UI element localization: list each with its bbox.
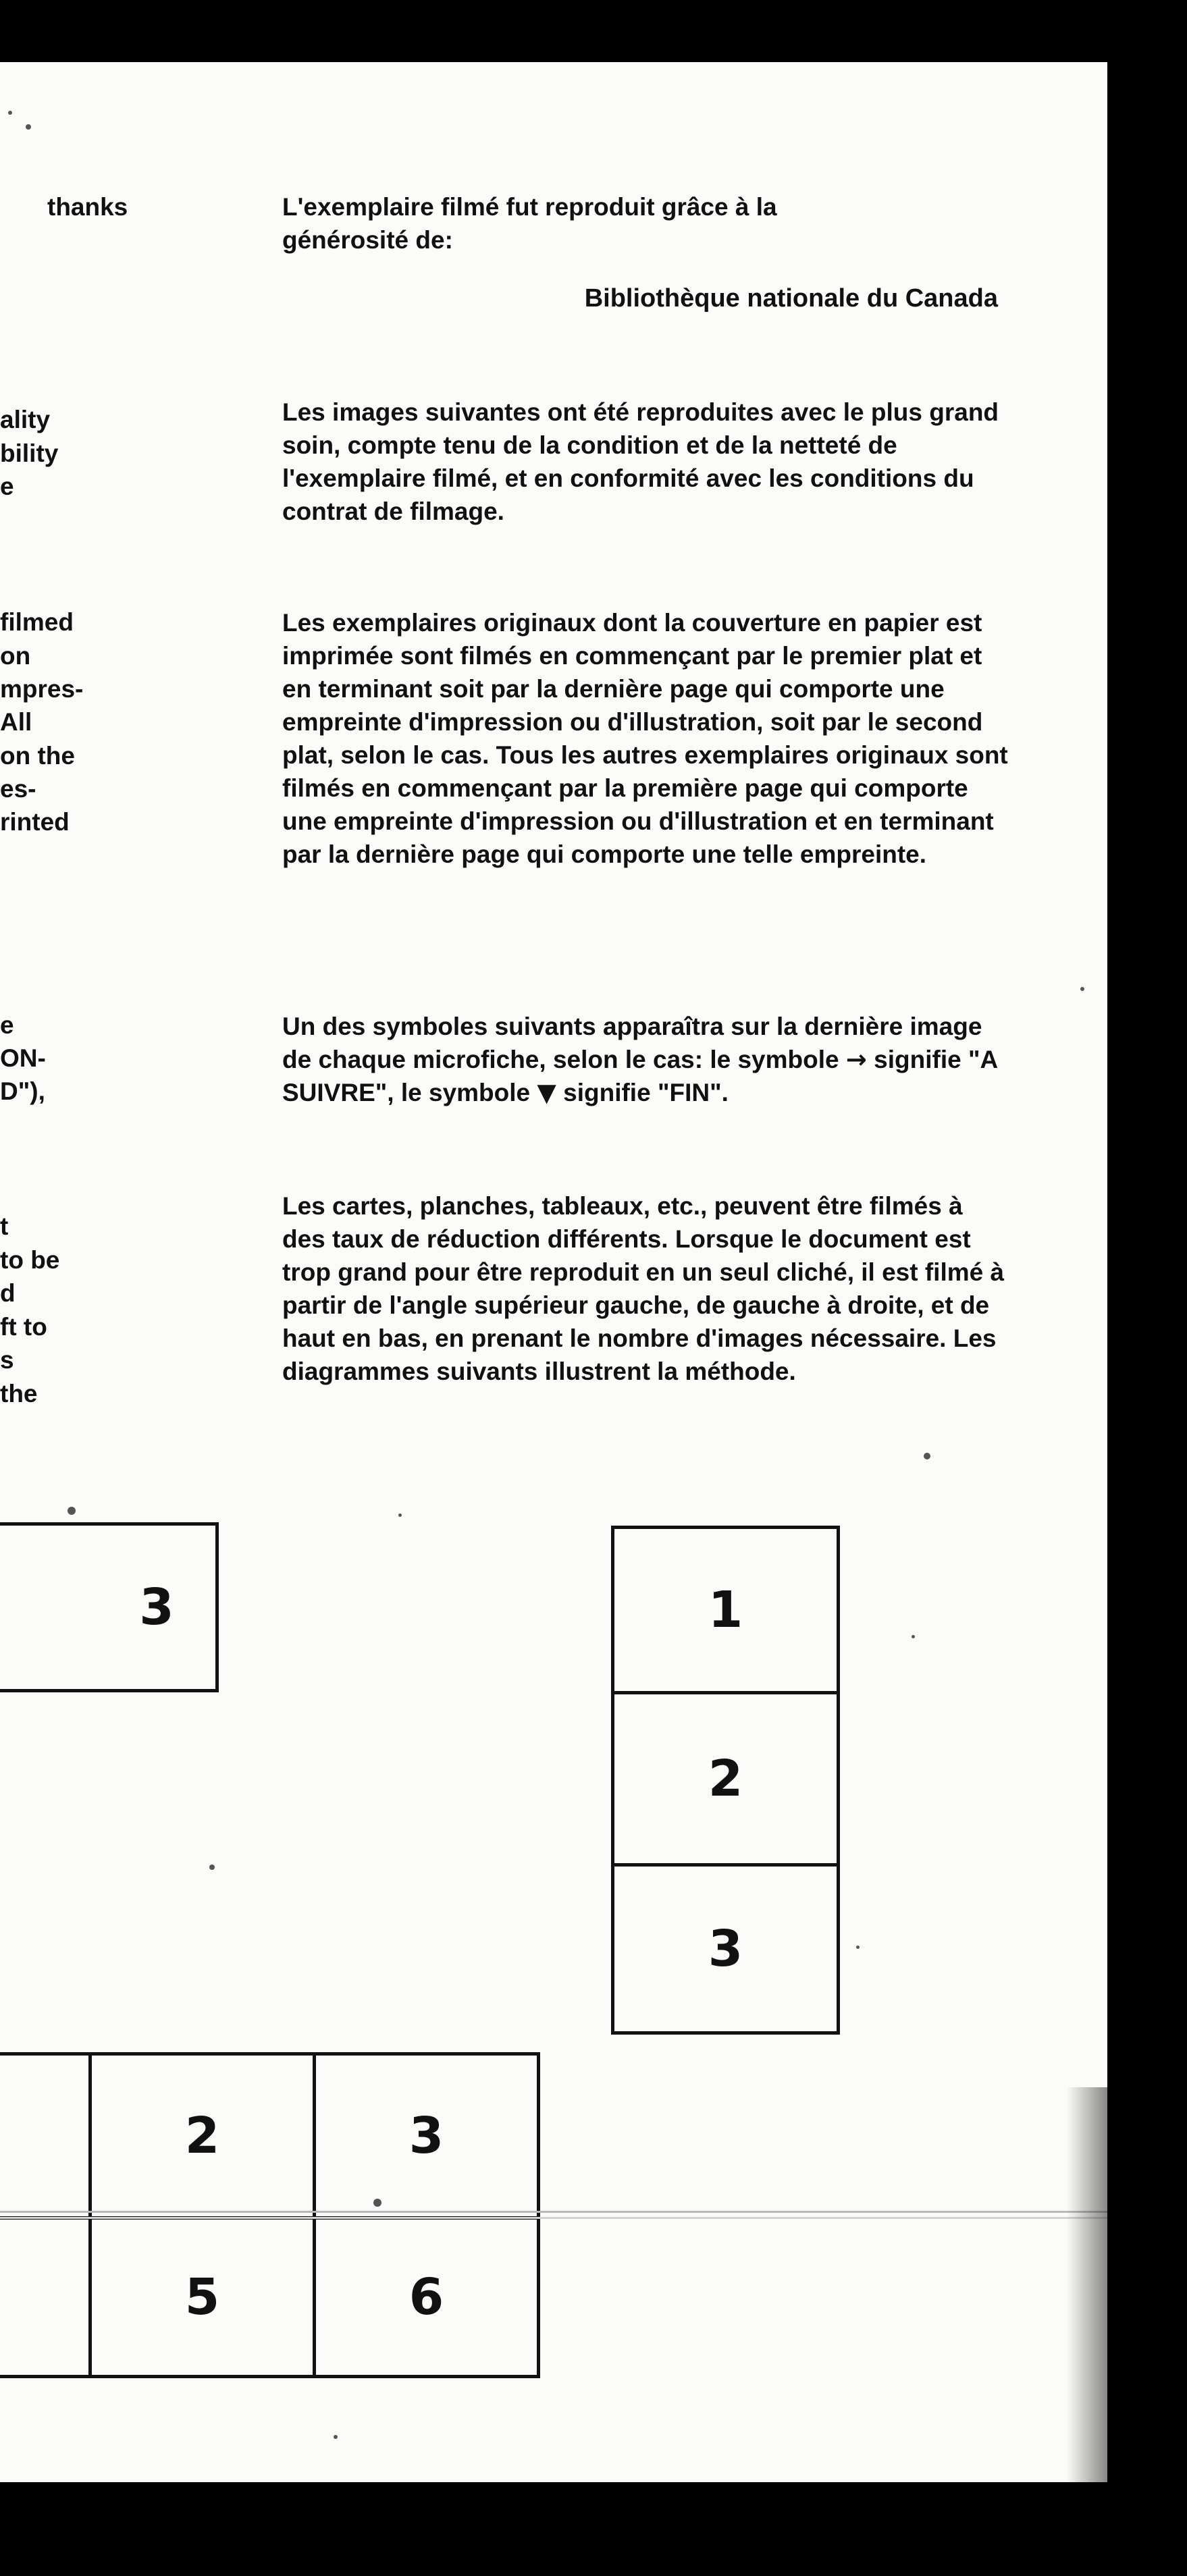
intro-line-1: L'exemplaire filmé fut reproduit grâce à la bbox=[282, 193, 777, 221]
diagram-cell-number: 3 bbox=[408, 2107, 444, 2165]
diagram-cell bbox=[313, 2052, 540, 2220]
left-fragment: the bbox=[0, 1380, 38, 1407]
diagram-cell bbox=[611, 1863, 840, 2035]
left-fragment: ON- bbox=[0, 1044, 46, 1072]
diagram-cell-number: 6 bbox=[408, 2268, 444, 2326]
intro-text bbox=[282, 190, 1011, 257]
dust-speck bbox=[334, 2435, 338, 2439]
dust-speck bbox=[373, 2199, 381, 2207]
left-fragment: d bbox=[0, 1279, 16, 1307]
diagram-cell-number: 5 bbox=[184, 2268, 220, 2326]
arrow-icon: → bbox=[845, 1045, 867, 1074]
intro-line-2: générosité de: bbox=[282, 226, 453, 254]
left-fragment: ality bbox=[0, 406, 51, 433]
paragraph-3-part-3: signifie "FIN". bbox=[563, 1079, 729, 1106]
left-fragment: ft to bbox=[0, 1313, 47, 1341]
paragraph-3-text bbox=[282, 1010, 1011, 1109]
dust-speck bbox=[26, 124, 31, 130]
scan-artifact-line bbox=[0, 2211, 1107, 2213]
left-fragment: s bbox=[0, 1346, 14, 1374]
paragraph-4-text: Les cartes, planches, tableaux, etc., peuvent être filmés à des taux de réduction différents. Lorsque le document est trop grand pour être reproduit en un seul cliché, il est filmé à partir de l'angle supérieur gauche, de gauche à droite, et de haut en bas, en prenant le nombre d'images nécessaire. Les diagrammes suivants illustrent la méthode. bbox=[282, 1192, 1005, 1385]
left-fragment: thanks bbox=[47, 193, 128, 221]
dust-speck bbox=[912, 1635, 915, 1638]
diagram-cell bbox=[0, 2216, 92, 2378]
diagram-cell bbox=[611, 1526, 840, 1694]
left-fragment: on bbox=[0, 642, 31, 670]
scan-artifact-line bbox=[0, 2217, 1107, 2219]
diagram-cell bbox=[313, 2216, 540, 2378]
credit-line: Bibliothèque nationale du Canada bbox=[584, 284, 998, 313]
paragraph-1-text: Les images suivantes ont été reproduites avec le plus grand soin, compte tenu de la condition et de la netteté de l'exemplaire filmé, et en conformité avec les conditions du contrat de filmage. bbox=[282, 398, 999, 525]
dust-speck bbox=[398, 1513, 402, 1517]
dust-speck bbox=[856, 1946, 860, 1949]
paragraph-3-part-1: Un des symboles suivants apparaîtra sur la dernière image de chaque microfiche, selon le cas: le symbole bbox=[282, 1013, 982, 1073]
dust-speck bbox=[68, 1507, 76, 1515]
left-fragment: on the bbox=[0, 742, 75, 770]
left-fragment: e bbox=[0, 1011, 14, 1039]
left-fragment: filmed bbox=[0, 608, 74, 636]
dust-speck bbox=[924, 1453, 930, 1459]
diagram-cell bbox=[88, 2052, 316, 2220]
left-fragment: t bbox=[0, 1212, 9, 1240]
left-fragment: es- bbox=[0, 775, 36, 803]
dust-speck bbox=[1080, 987, 1084, 991]
triangle-down-icon: ▼ bbox=[537, 1078, 556, 1107]
left-fragment: All bbox=[0, 708, 32, 736]
paragraph-4 bbox=[282, 1189, 1011, 1388]
left-fragment: to be bbox=[0, 1246, 60, 1274]
paragraph-3-part-2: signifie "A SUIVRE", le symbole bbox=[282, 1046, 997, 1106]
diagram-cell bbox=[0, 1522, 219, 1692]
paragraph-3 bbox=[282, 1010, 1011, 1109]
diagram-cell-number: 2 bbox=[708, 1750, 743, 1808]
diagram-cell bbox=[611, 1691, 840, 1867]
left-fragment: D"), bbox=[0, 1077, 45, 1105]
scan-edge-shadow bbox=[1067, 2087, 1107, 2482]
left-fragment: rinted bbox=[0, 808, 70, 836]
left-fragment: mpres- bbox=[0, 675, 84, 703]
paragraph-2 bbox=[282, 606, 1011, 871]
left-fragment: bility bbox=[0, 439, 59, 467]
diagram-cell-number: 3 bbox=[708, 1920, 743, 1978]
paragraph-1 bbox=[282, 396, 1011, 528]
paragraph-2-text: Les exemplaires originaux dont la couverture en papier est imprimée sont filmés en commençant par le premier plat et en terminant soit par la dernière page qui comporte une empreinte d'impression ou d'illustration, soit par le second plat, selon le cas. Tous les autres exemplaires originaux sont filmés en commençant par la première page qui comporte une empreinte d'impression ou d'illustration et en terminant par la dernière page qui comporte une telle empreinte. bbox=[282, 609, 1008, 868]
dust-speck bbox=[209, 1864, 215, 1870]
diagram-cell bbox=[88, 2216, 316, 2378]
diagram-cell-number: 3 bbox=[139, 1578, 174, 1636]
dust-speck bbox=[8, 111, 12, 115]
diagram-cell-number: 2 bbox=[184, 2107, 220, 2165]
left-fragment: e bbox=[0, 473, 14, 500]
scanned-page bbox=[0, 62, 1107, 2482]
diagram-cell-number: 1 bbox=[708, 1581, 743, 1639]
diagram-cell bbox=[0, 2052, 92, 2220]
